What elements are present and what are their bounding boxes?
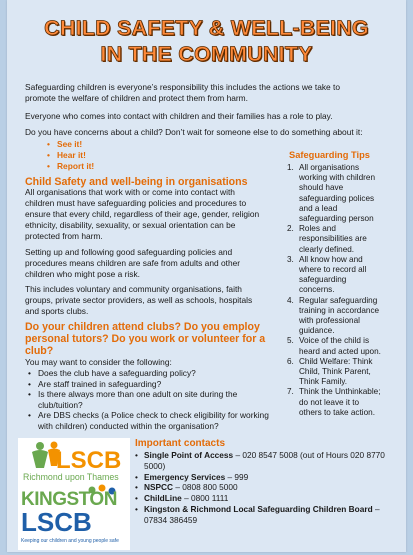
list-item: • Does the club have a safeguarding policy?	[25, 368, 287, 379]
list-item: • Are DBS checks (a Police check to check eligibility for working with children) conducted within the organisation?	[25, 410, 287, 431]
logo-richmond: Richmond upon Thames	[23, 472, 119, 482]
tip-item: 1. All organisations working with children should have safeguarding polices and a lead safeguarding person	[287, 163, 375, 224]
contact-item: • ChildLine – 0800 1111	[135, 493, 401, 504]
logo-lscb-bottom: LSCB	[21, 507, 92, 537]
intro-line4: Do you have concerns about a child? Don’t wait for someone else to do something about it:	[25, 127, 363, 137]
list-item: • Are staff trained in safeguarding?	[25, 379, 287, 390]
tip-item: 2. Roles and responsibilities are clearly defined.	[287, 224, 367, 254]
action-report: • Report it!	[47, 161, 94, 172]
tip-item: 6. Child Welfare: Think Child, Think Parent, Think Family.	[287, 356, 373, 387]
clubs-question-list	[25, 368, 287, 432]
clubs-intro: You may want to consider the following:	[25, 357, 172, 367]
tip-item: 4. Regular safeguarding training in accordance with professional guidance.	[287, 295, 380, 336]
contact-item: • NSPCC – 0808 800 5000	[135, 482, 401, 493]
page-title-line1: CHILD SAFETY & WELL-BEING	[44, 16, 369, 40]
tips-heading: Safeguarding Tips	[289, 150, 370, 160]
flyer-page: CHILD SAFETY & WELL-BEING IN THE COMMUNITY Safeguarding children is everyone’s responsibility this includes the actions we take to promote the welfare of children and protect them from harm. Everyone who comes into contact with children and their families has a role to play. Do you have concerns about a child? Don’t wait for someone else to do something about it: • See it! • Hear it! • Report it! Child Safety and well-being in organisations All organisations that work with or come into contact with children must have safeguarding policies and procedures to ensure that every child, regardless of their age, gender, religion ethnicity, disability, sexuality, or sexual orientation can be protected from harm. Setting up and following good safeguarding policies and procedures means children are safe from adults and other children who might pose a risk. This includes voluntary and community organisations, faith groups, private sector providers, as well as schools, hospitals and sports clubs. Do your children attend clubs? Do you employ personal tutors? Do you work or volunteer for a club? You may want to consider the following: • Does the club have a safeguarding policy? • Are staff trained in safeguarding? • Is there always more than one adult on site during the club/tuition? • Are DBS checks (a Police check to check eligibility for working with children) conducted within the organisation? Safeguarding Tips 1. All organisations working with children should have safeguarding polices and a lead safeguarding person 2. Roles and responsibilities are clearly defined. 3. All know how and where to record all safeguarding concerns. 4. Regular safeguarding training in accordance with professional guidance. 5. Voice of the child is heard and acted upon. 6. Child Welfare: Think Child, Think Parent, Think Family. 7. Think the Unthinkable; do not leave it to others to take action. LSCB Richmond upon Thames KINGSTON LSCB Keeping our children and young people safe Important contacts • Single Point of Access – 020 8547 5008 (out of Hours 020 8770 5000) • Emergency Services – 999 • NSPCC – 0808 800 5000 • ChildLine – 0800 1111 • Kingston & Richmond Local Safeguarding Children Board – 07834 386459	[7, 0, 406, 552]
lscb-logo-graphic	[18, 438, 130, 550]
list-item: • Is there always more than one adult on site during the club/tuition?	[25, 389, 287, 410]
tip-item: 3. All know how and where to record all safeguarding concerns.	[287, 254, 367, 295]
intro-line2: promote the welfare of children and protect them from harm.	[25, 93, 248, 103]
logo-lscb-top: LSCB	[56, 447, 122, 474]
action-list	[47, 139, 94, 172]
figure-green-icon	[36, 442, 44, 450]
contact-item: • Kingston & Richmond Local Safeguarding Children Board – 07834 386459	[135, 504, 401, 526]
tip-item: 5. Voice of the child is heard and acted upon.	[287, 336, 381, 356]
tips-list	[287, 163, 405, 418]
action-see: • See it!	[47, 139, 94, 150]
action-hear: • Hear it!	[47, 150, 94, 161]
page-title-line2: IN THE COMMUNITY	[100, 42, 313, 66]
organisations-heading: Child Safety and well-being in organisations	[25, 176, 248, 188]
intro-line3: Everyone who comes into contact with children and their families has a role to play.	[25, 111, 333, 121]
intro-line1: Safeguarding children is everyone’s responsibility this includes the actions we take to	[25, 82, 341, 92]
logo-tagline: Keeping our children and young people safe	[21, 538, 119, 544]
tip-item: 7. Think the Unthinkable; do not leave it to others to take action.	[287, 387, 381, 417]
lscb-logo	[18, 438, 130, 550]
contact-item: • Single Point of Access – 020 8547 5008 (out of Hours 020 8770 5000)	[135, 450, 401, 472]
contacts-heading: Important contacts	[135, 438, 226, 449]
logo-kingston: KINGSTON	[21, 489, 117, 510]
contact-item: • Emergency Services – 999	[135, 472, 401, 483]
contacts-list	[135, 450, 401, 526]
